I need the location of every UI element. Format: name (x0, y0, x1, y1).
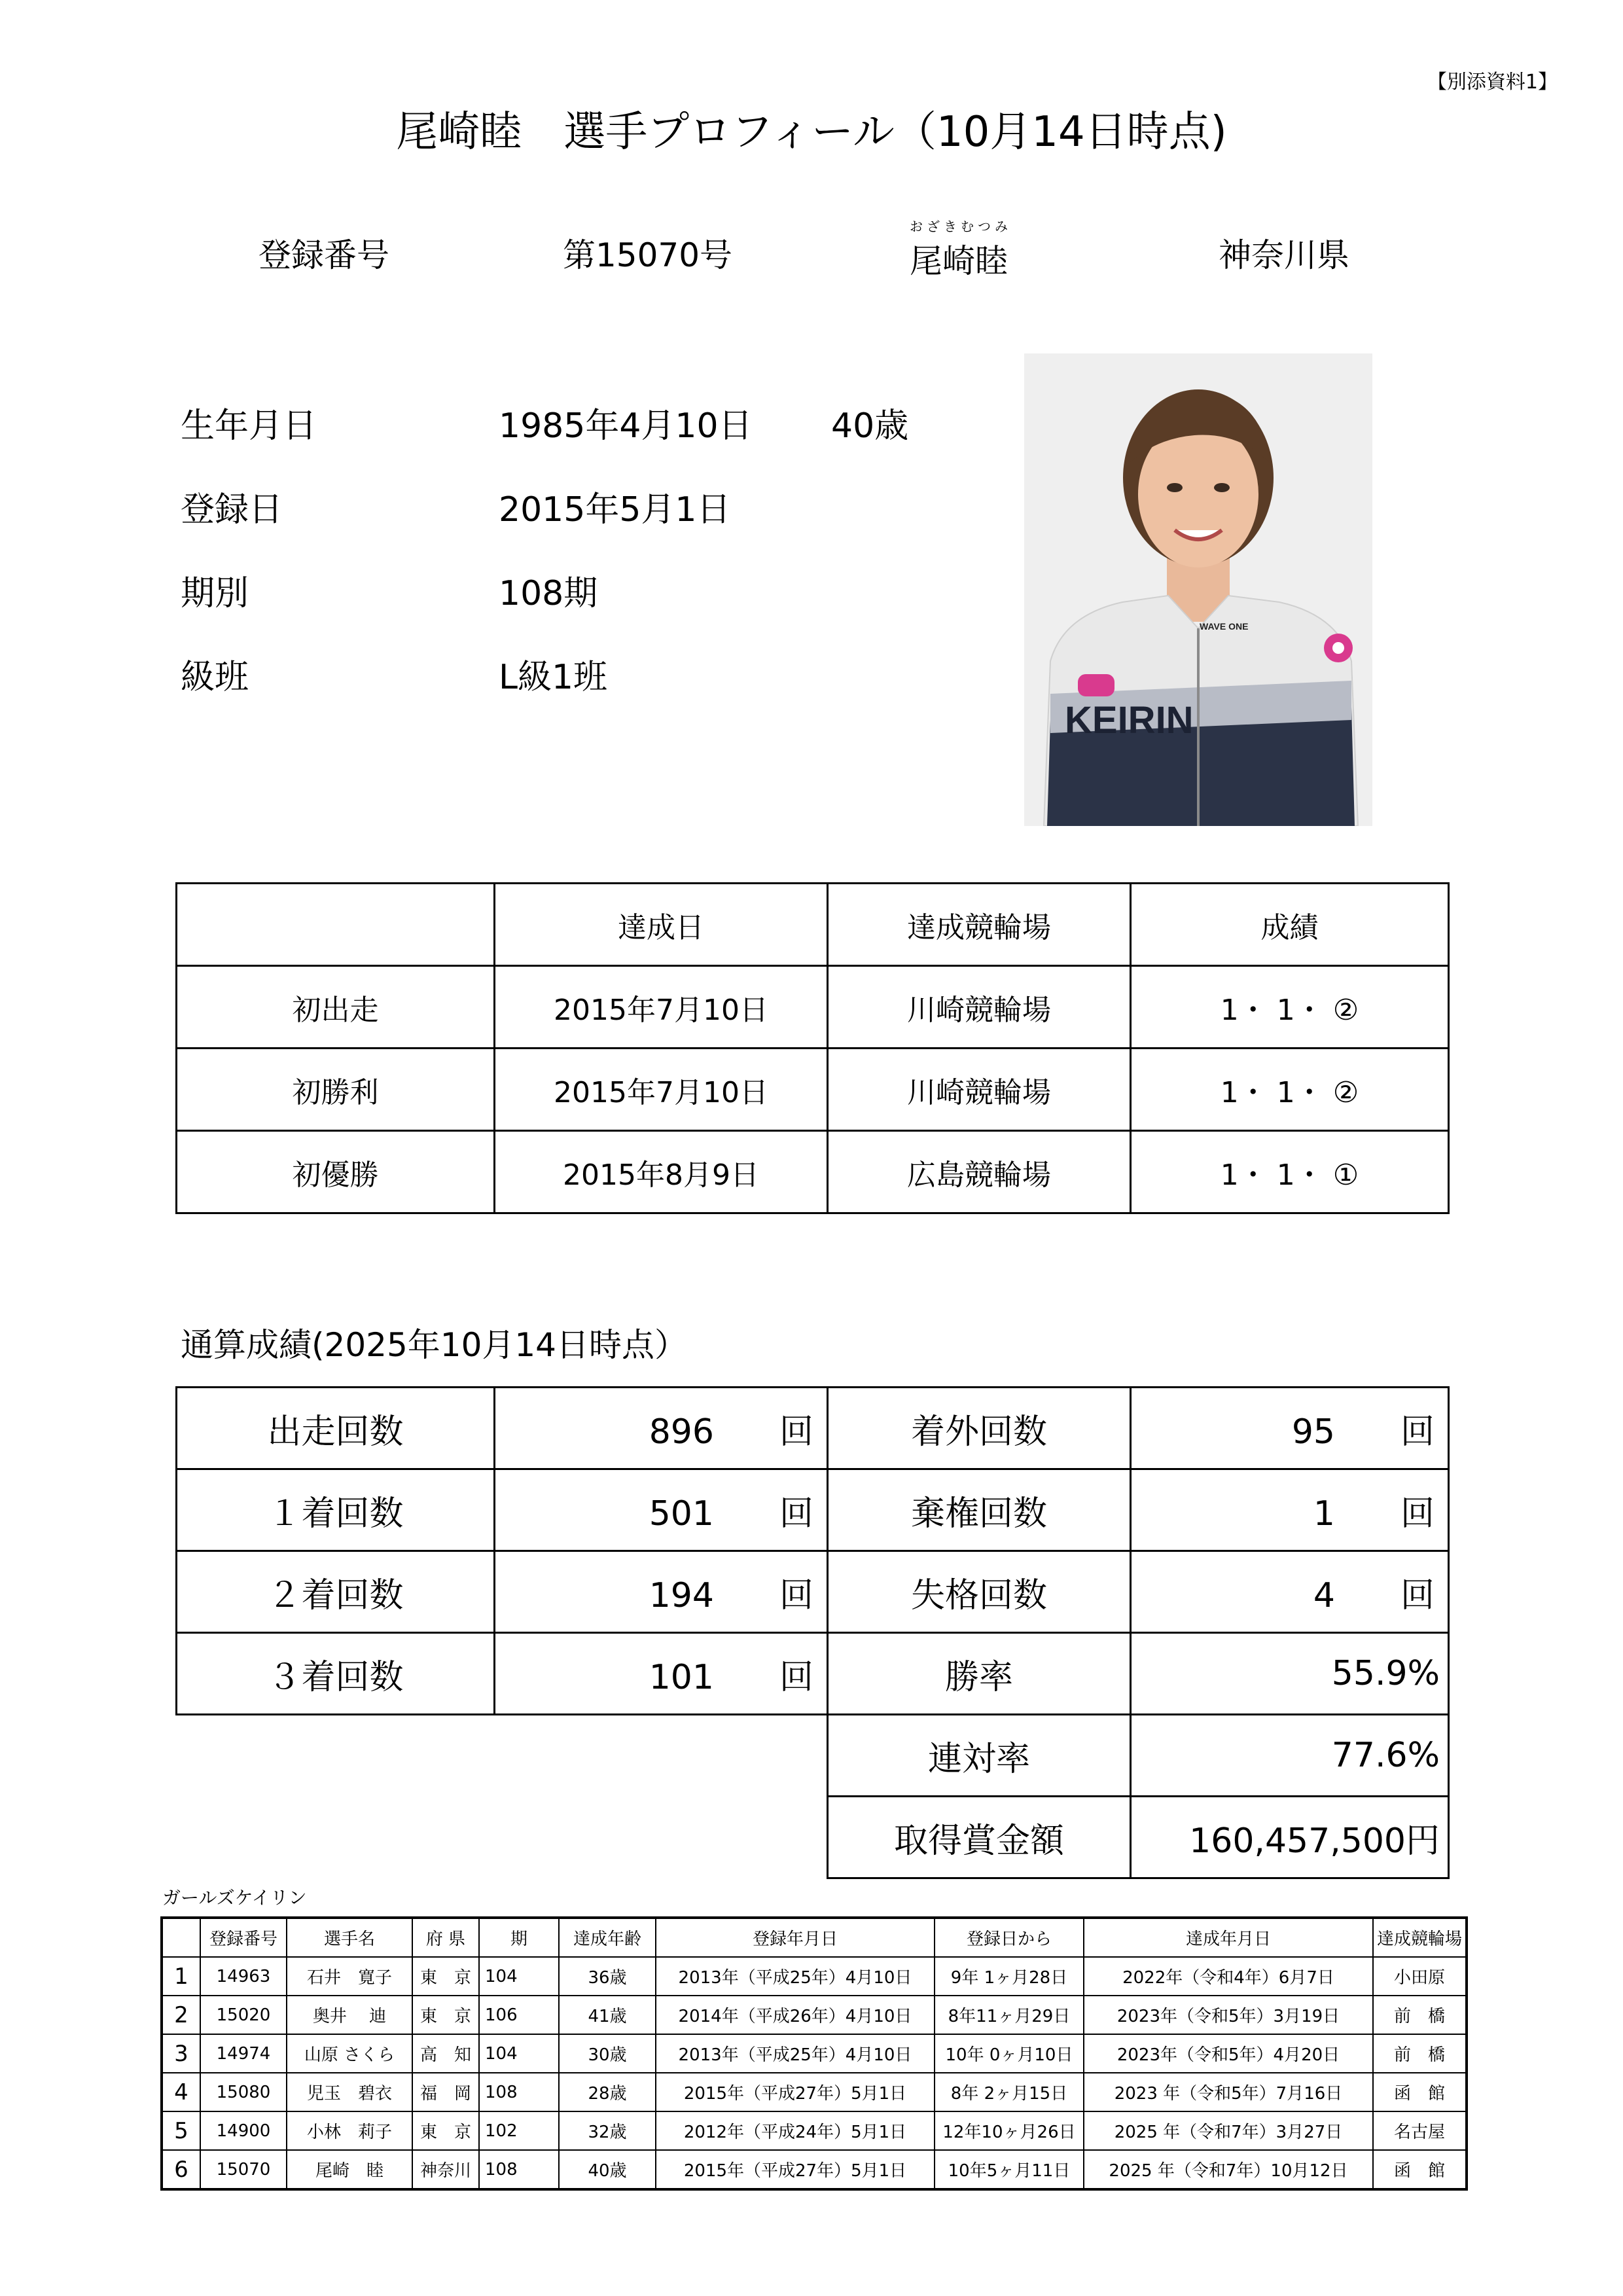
table-cell: 前 橋 (1373, 2034, 1467, 2073)
table-cell: 15070 (200, 2150, 287, 2189)
table-cell: 28歳 (559, 2073, 656, 2111)
term-value: 108期 (499, 574, 598, 613)
birthdate-label: 生年月日 (181, 406, 317, 446)
table-cell: 102 (479, 2111, 559, 2150)
table-row (162, 2073, 1467, 2111)
table-cell: 川崎競輪場 (828, 1049, 1131, 1131)
stat-value-cell (495, 1388, 828, 1469)
table-cell: 2025 年（令和7年）10月12日 (1084, 2150, 1373, 2189)
stat-value: 4 (1313, 1575, 1335, 1615)
achievements-table (175, 882, 1450, 1214)
prefecture: 神奈川県 (1219, 236, 1349, 274)
empty-cell (177, 1715, 495, 1797)
table-cell: 2015年7月10日 (495, 966, 828, 1049)
table-cell: 山原 さくら (287, 2034, 412, 2073)
table-row (162, 1996, 1467, 2034)
table-cell: 10年5ヶ月11日 (935, 2150, 1084, 2189)
registration-label: 登録番号 (259, 236, 389, 274)
table-cell: 12年10ヶ月26日 (935, 2111, 1084, 2150)
age-value: 40歳 (831, 406, 909, 446)
table-row (177, 1797, 1449, 1878)
table-cell: 1・ 1・ ① (1131, 1131, 1449, 1213)
term-label: 期別 (181, 574, 249, 613)
table-header: 達成日 (495, 884, 828, 966)
table-cell: 1 (162, 1957, 200, 1996)
table-cell: 名古屋 (1373, 2111, 1467, 2150)
birthdate-value: 1985年4月10日 (499, 406, 753, 446)
table-row (177, 1049, 1449, 1131)
table-cell: 104 (479, 1957, 559, 1996)
player-name-ruby: おざきむつみ (910, 219, 1012, 234)
stat-unit: 回 (1400, 1575, 1435, 1615)
table-header: 府 県 (412, 1918, 479, 1957)
table-cell: 2023 年（令和5年）7月16日 (1084, 2073, 1373, 2111)
table-header: 選手名 (287, 1918, 412, 1957)
table-cell: 前 橋 (1373, 1996, 1467, 2034)
table-cell: 2023年（令和5年）3月19日 (1084, 1996, 1373, 2034)
table-cell: 児玉 碧衣 (287, 2073, 412, 2111)
table-cell: 福 岡 (412, 2073, 479, 2111)
table-cell: 初勝利 (177, 1049, 495, 1131)
table-cell: 108 (479, 2150, 559, 2189)
table-cell: 2015年8月9日 (495, 1131, 828, 1213)
stat-unit: 回 (1400, 1494, 1435, 1534)
table-header (177, 884, 495, 966)
jersey-small-text: WAVE ONE (1200, 621, 1249, 632)
table-cell: 2022年（令和4年）6月7日 (1084, 1957, 1373, 1996)
stat-value-cell (1131, 1388, 1449, 1469)
table-cell: 1・ 1・ ② (1131, 1049, 1449, 1131)
table-cell: 神奈川 (412, 2150, 479, 2189)
table-header: 達成競輪場 (828, 884, 1131, 966)
stat-label: 失格回数 (828, 1551, 1131, 1633)
stat-label: 棄権回数 (828, 1469, 1131, 1551)
stat-label: 取得賞金額 (828, 1797, 1131, 1878)
table-cell: 2014年（平成26年）4月10日 (656, 1996, 935, 2034)
stat-value-cell (1131, 1551, 1449, 1633)
stat-unit: 回 (1400, 1412, 1435, 1452)
table-cell: 奥井 迪 (287, 1996, 412, 2034)
table-cell: 3 (162, 2034, 200, 2073)
table-row (162, 1918, 1467, 1957)
table-row (177, 1715, 1449, 1797)
stat-unit: 回 (779, 1657, 813, 1697)
class-label: 級班 (181, 658, 249, 697)
empty-cell (177, 1797, 495, 1878)
table-row (177, 1633, 1449, 1715)
table-row (177, 1469, 1449, 1551)
table-row (177, 966, 1449, 1049)
career-table (175, 1386, 1450, 1879)
table-cell: 104 (479, 2034, 559, 2073)
table-cell: 小林 莉子 (287, 2111, 412, 2150)
table-cell: 小田原 (1373, 1957, 1467, 1996)
table-cell: 8年11ヶ月29日 (935, 1996, 1084, 2034)
player-name: 尾崎睦 (910, 242, 1008, 280)
stat-value-cell (495, 1551, 828, 1633)
table-cell: 1・ 1・ ② (1131, 966, 1449, 1049)
table-row (177, 1551, 1449, 1633)
girls-keirin-title: ガールズケイリン (162, 1887, 307, 1909)
stat-label: １着回数 (177, 1469, 495, 1551)
table-cell: 41歳 (559, 1996, 656, 2034)
table-cell: 4 (162, 2073, 200, 2111)
table-cell: 2013年（平成25年）4月10日 (656, 1957, 935, 1996)
stat-value-cell (495, 1469, 828, 1551)
stat-unit: 回 (779, 1412, 813, 1452)
stat-value: 160,457,500円 (1131, 1797, 1449, 1878)
table-cell: 2 (162, 1996, 200, 2034)
table-cell: 尾崎 睦 (287, 2150, 412, 2189)
table-header: 期 (479, 1918, 559, 1957)
jersey-brand-text: KEIRIN (1065, 699, 1194, 742)
table-cell: 高 知 (412, 2034, 479, 2073)
table-cell: 東 京 (412, 1957, 479, 1996)
empty-cell (495, 1797, 828, 1878)
table-cell: 108 (479, 2073, 559, 2111)
table-cell: 函 館 (1373, 2150, 1467, 2189)
table-cell: 川崎競輪場 (828, 966, 1131, 1049)
table-header: 達成競輪場 (1373, 1918, 1467, 1957)
player-name-block (910, 216, 1012, 282)
girls-keirin-table (160, 1916, 1468, 2191)
page-title: 尾崎睦 選手プロフィール（10月14日時点) (396, 108, 1227, 156)
table-cell: 8年 2ヶ月15日 (935, 2073, 1084, 2111)
table-cell: 36歳 (559, 1957, 656, 1996)
table-header: 登録年月日 (656, 1918, 935, 1957)
stat-label: 連対率 (828, 1715, 1131, 1797)
stat-label: ２着回数 (177, 1551, 495, 1633)
table-cell: 2023年（令和5年）4月20日 (1084, 2034, 1373, 2073)
table-cell: 2015年（平成27年）5月1日 (656, 2073, 935, 2111)
table-cell: 14974 (200, 2034, 287, 2073)
stat-unit: 回 (779, 1575, 813, 1615)
table-cell: 106 (479, 1996, 559, 2034)
stat-value-cell (1131, 1469, 1449, 1551)
table-header: 達成年齢 (559, 1918, 656, 1957)
table-row (177, 884, 1449, 966)
career-title: 通算成績(2025年10月14日時点） (181, 1326, 687, 1364)
stat-value: 896 (649, 1412, 714, 1452)
stat-label: 着外回数 (828, 1388, 1131, 1469)
table-cell: 14963 (200, 1957, 287, 1996)
table-cell: 15020 (200, 1996, 287, 2034)
table-cell: 6 (162, 2150, 200, 2189)
table-cell: 石井 寛子 (287, 1957, 412, 1996)
table-cell: 函 館 (1373, 2073, 1467, 2111)
table-cell: 初優勝 (177, 1131, 495, 1213)
registration-date-value: 2015年5月1日 (499, 490, 731, 529)
stat-value: 194 (649, 1575, 714, 1615)
stat-value: 1 (1313, 1494, 1335, 1534)
table-header: 登録日から (935, 1918, 1084, 1957)
empty-cell (495, 1715, 828, 1797)
stat-label: 勝率 (828, 1633, 1131, 1715)
table-cell: 14900 (200, 2111, 287, 2150)
stat-value: 95 (1291, 1412, 1335, 1452)
table-cell: 15080 (200, 2073, 287, 2111)
table-cell: 9年 1ヶ月28日 (935, 1957, 1084, 1996)
stat-value: 101 (649, 1657, 714, 1697)
table-cell: 2013年（平成25年）4月10日 (656, 2034, 935, 2073)
table-cell: 30歳 (559, 2034, 656, 2073)
table-cell: 東 京 (412, 2111, 479, 2150)
table-cell: 初出走 (177, 966, 495, 1049)
table-cell: 2015年（平成27年）5月1日 (656, 2150, 935, 2189)
player-photo-illustration (1024, 353, 1372, 826)
stat-value-cell (495, 1633, 828, 1715)
table-cell: 5 (162, 2111, 200, 2150)
player-photo (1024, 353, 1372, 826)
table-cell: 東 京 (412, 1996, 479, 2034)
stat-label: ３着回数 (177, 1633, 495, 1715)
table-header: 成績 (1131, 884, 1449, 966)
table-cell: 32歳 (559, 2111, 656, 2150)
table-row (162, 2150, 1467, 2189)
table-row (162, 1957, 1467, 1996)
table-cell: 10年 0ヶ月10日 (935, 2034, 1084, 2073)
attachment-label: 【別添資料1】 (1427, 71, 1558, 94)
table-header (162, 1918, 200, 1957)
table-header: 登録番号 (200, 1918, 287, 1957)
table-row (177, 1388, 1449, 1469)
stat-value: 77.6% (1131, 1715, 1449, 1797)
table-header: 達成年月日 (1084, 1918, 1373, 1957)
registration-date-label: 登録日 (181, 490, 283, 529)
table-cell: 40歳 (559, 2150, 656, 2189)
table-row (162, 2111, 1467, 2150)
stat-label: 出走回数 (177, 1388, 495, 1469)
table-cell: 広島競輪場 (828, 1131, 1131, 1213)
stat-unit: 回 (779, 1494, 813, 1534)
table-row (162, 2034, 1467, 2073)
stat-value: 501 (649, 1494, 714, 1534)
registration-number: 第15070号 (563, 236, 733, 274)
class-value: L級1班 (499, 658, 608, 697)
stat-value: 55.9% (1131, 1633, 1449, 1715)
table-row (177, 1131, 1449, 1213)
table-cell: 2015年7月10日 (495, 1049, 828, 1131)
table-cell: 2012年（平成24年）5月1日 (656, 2111, 935, 2150)
table-cell: 2025 年（令和7年）3月27日 (1084, 2111, 1373, 2150)
